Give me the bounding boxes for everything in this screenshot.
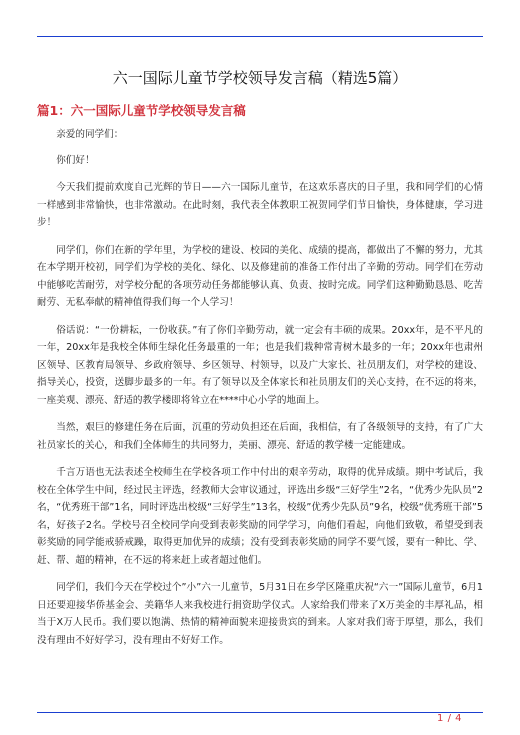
document-title: 六一国际儿童节学校领导发言稿（精选5篇） xyxy=(112,69,408,87)
paragraph: 同学们，我们今天在学校过个”小”六一儿童节，5月31日在乡学区隆重庆祝“六一”国际儿童节，6月1日还要迎接华侨基金会、美籍华人来我校进行捐资助学仪式。人家给我们带来了X万美金的丰厚礼品，相当于X万人民币。我们要以饱满、热情的精神面貌来迎接贵宾的到来。人家对我们寄于厚望，那么，我们没有理由不好好学习，没有理由不好好工作。 xyxy=(37,582,483,646)
page-number: 1 / 4 xyxy=(437,713,462,724)
paragraph: 同学们，你们在新的学年里，为学校的建设、校园的美化、成绩的提高，都做出了不懈的努力，尤其在本学期开校初，同学们为学校的美化、绿化、以及修建前的准备工作付出了辛勤的劳动。同学们在劳动中能够吃苦耐劳，对学校分配的各项劳动任务都能够认真、负责、按时完成。同学们这种勤勤恳恳、吃苦耐劳、无私奉献的精神值得我们每一个人学习！ xyxy=(37,244,483,308)
paragraph: 当然，艰巨的修建任务在后面，沉重的劳动负担还在后面，我相信，有了各级领导的支持，有了广大社员家长的关心，和我们全体师生的共同努力，美丽、漂亮、舒适的教学楼一定能建成。 xyxy=(37,422,483,451)
salutation: 亲爱的同学们： xyxy=(56,129,124,140)
header-rule xyxy=(37,36,483,37)
section-heading: 篇1：六一国际儿童节学校领导发言稿 xyxy=(37,103,246,118)
paragraph: 俗话说：“一份耕耘，一份收获。”有了你们辛勤劳动，就一定会有丰硕的成果。20xx年，是不平凡的一年，20xx年是我校全体师生绿化任务最重的一年；也是我们栽种常青树木最多的一年；20xx年也肃州区领导、区教育局领导、乡政府领导、乡区领导、村领导，以及广大家长、社员朋友们，对学校的建设、指导关心，投资，送脚步最多的一年。有了领导以及全体家长和社员朋友们的关心支持，在不远的将来，一座美观、漂亮、舒适的教学楼即将耸立在****中心小学的地面上。 xyxy=(37,324,483,406)
greeting: 你们好！ xyxy=(56,154,95,166)
paragraph: 千言万语也无法表述全校师生在学校各项工作中付出的艰辛劳动，取得的优异成绩。期中考试后，我校在全体学生中间，经过民主评选，经教师大会审议通过，评选出乡级“三好学生”2名，“优秀少先队员”2名，“优秀班干部”1名，同时评选出校级“三好学生”13名，校级”优秀少先队员”9名，校级“优秀班干部”5名，好孩子2名。学校号召全校同学向受到表彰奖励的同学学习，向他们看起，向他们致敬，希望受到表彰奖励的同学能戒骄戒躁，取得更加优异的成绩；没有受到表彰奖励的同学不要气馁，要有一种比、学、赶、帮、超的精神，在不远的将来赶上或者超过他们。 xyxy=(37,467,483,566)
paragraph: 今天我们提前欢度自己光辉的节日——六一国际儿童节，在这欢乐喜庆的日子里，我和同学们的心情一样感到非常愉快，也非常激动。在此时刻，我代表全体教职工祝贺同学们节日愉快，身体健康，学习进步！ xyxy=(37,182,483,228)
document-body xyxy=(37,126,483,649)
footer-rule xyxy=(37,712,483,713)
